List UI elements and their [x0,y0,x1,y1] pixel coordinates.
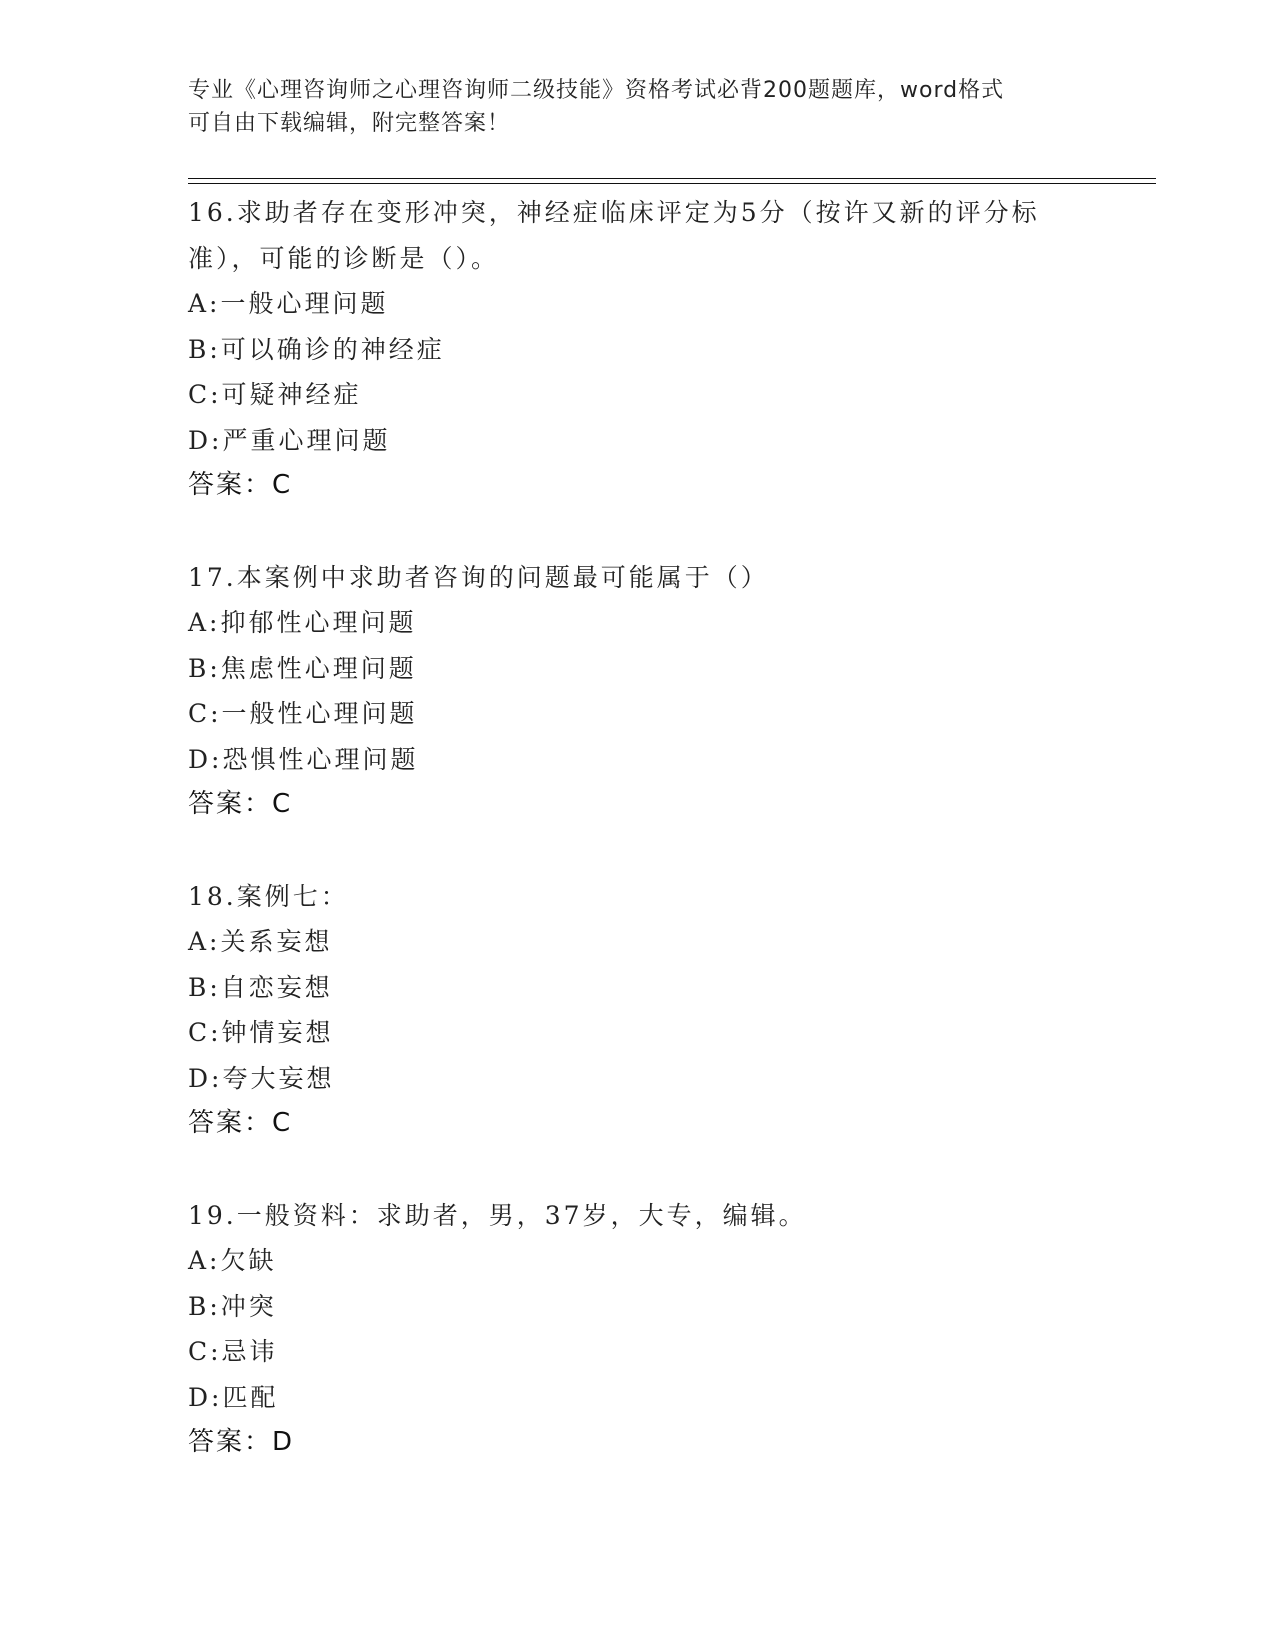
option-b: B:焦虑性心理问题 [188,653,417,683]
option-a: A:欠缺 [188,1246,277,1275]
question-list [188,190,1088,1512]
option-b: B:自恋妄想 [188,972,333,1002]
option-a: A:抑郁性心理问题 [188,608,417,637]
option-c: C:一般性心理问题 [188,699,418,728]
option-c: C:忌讳 [188,1337,278,1366]
question-stem: 16.求助者存在变形冲突，神经症临床评定为5分（按许又新的评分标准），可能的诊断是（）。 [188,198,1040,273]
question-16 [188,190,1088,509]
question-stem: 18.案例七： [188,881,349,911]
document-header [188,74,1088,140]
header-divider-bottom [188,183,1156,184]
option-d: D:夸大妄想 [188,1063,335,1093]
option-c: C:可疑神经症 [188,380,362,409]
question-19 [188,1193,1088,1466]
question-stem: 19.一般资料：求助者，男，37岁，大专，编辑。 [188,1200,807,1230]
option-a: A:一般心理问题 [188,289,389,318]
option-b: B:冲突 [188,1291,277,1321]
option-b: B:可以确诊的神经症 [188,334,445,364]
header-line-2: 可自由下载编辑，附完整答案！ [188,111,511,136]
answer: 答案：C [188,1108,293,1138]
question-17 [188,555,1088,828]
answer: 答案：C [188,470,293,500]
answer: 答案：D [188,1427,295,1457]
header-divider-top [188,178,1156,179]
option-d: D:匹配 [188,1382,279,1412]
option-a: A:关系妄想 [188,927,333,956]
option-d: D:严重心理问题 [188,425,391,455]
question-18 [188,874,1088,1147]
answer: 答案：C [188,789,293,819]
option-d: D:恐惧性心理问题 [188,744,419,774]
question-stem: 17.本案例中求助者咨询的问题最可能属于（） [188,562,769,592]
option-c: C:钟情妄想 [188,1018,334,1047]
header-line-1: 专业《心理咨询师之心理咨询师二级技能》资格考试必背200题题库，word格式 [188,78,1005,103]
